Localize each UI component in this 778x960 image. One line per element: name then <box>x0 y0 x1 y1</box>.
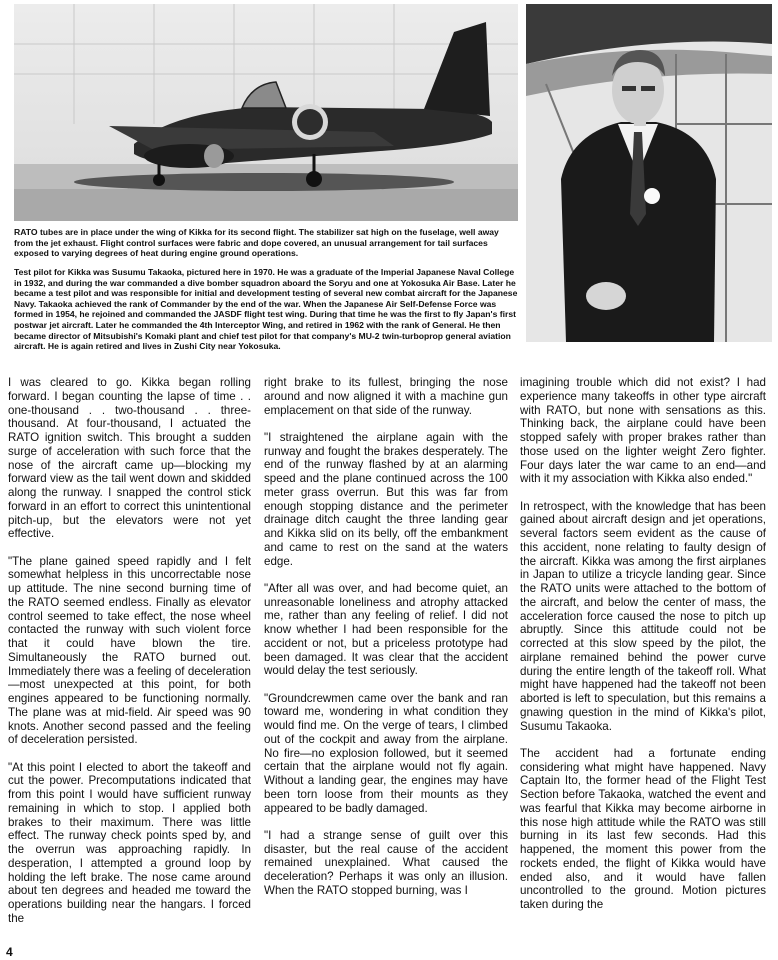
text-column-3 <box>520 376 766 925</box>
page-number: 4 <box>6 945 13 959</box>
pilot-caption: Test pilot for Kikka was Susumu Takaoka, pictured here in 1970. He was a graduate of the Imperial Japanese Naval College in 1932, and during the war commanded a dive bomber squadron aboard the Soryu and one at Yokosuka Air Base. Later he became a test pilot and was responsible for initial and development testing of several new combat aircraft for the Japanese Navy. Takaoka achieved the rank of Commander by the end of the war. When the Japanese Air Self-Defense Force was formed in 1954, he rejoined and commanded the JASDF flight test wing. During that time he was the first to fly Japan's first postwar jet aircraft. Later he commanded the 4th Interceptor Wing, and retired in 1962 with the rank of General. He then became director of Mitsubishi's Komaki plant and chief test pilot for that company's MU-2 twin-turboprop general aviation aircraft. He is again retired and lives in Zushi City near Yokosuka. <box>14 267 518 352</box>
paragraph: "Groundcrewmen came over the bank and ran toward me, wondering in what condition they would find me. On the verge of tears, I climbed out of the cockpit and away from the airplane. No fire—no explosion followed, but it seemed certain that the airplane would not fly again. Without a landing gear, the engines may have been torn loose from their mounts as they appeared to be badly damaged. <box>264 691 508 815</box>
paragraph: "I straightened the airplane again with the runway and fought the brakes desperately. The end of the runway flashed by at an alarming speed and the plane continued across the 100 meter grass overrun. But this was far from enough stopping distance and the perimeter drainage ditch caught the three landing gear and Kikka slid on its belly, off the embankment and came to rest on the sand at the waters edge. <box>264 430 508 568</box>
text-column-2 <box>264 376 508 911</box>
paragraph: "The plane gained speed rapidly and I felt somewhat helpless in this uncorrectable nose up attitude. The nine second burning time of the RATO seemed endless. Finally as elevator control seemed to take effect, the nose wheel contacted the runway with such violent force that it could have blown the tire. Simultaneously the RATO burned out. Immediately there was a feeling of deceleration—most unexpected at this point, for both engines appeared to be functioning normally. The plane was at mid-field. Air speed was 90 knots. Another second passed and the feeling of deceleration persisted. <box>8 554 251 747</box>
takaoka-portrait-photo <box>526 4 772 342</box>
kikka-aircraft-photo <box>14 4 518 221</box>
paragraph: In retrospect, with the knowledge that has been gained about aircraft design and jet operations, several factors seem evident as the cause of this accident, none relating to faulty design of the aircraft. Kikka was among the first airplanes in Japan to utilize a tricycle landing gear. Since the RATO units were attached to the bottom of the aircraft, and below the center of mass, the acceleration force caused the nose to pitch up abruptly. Since this attitude could not be corrected at this slow speed by the pilot, the airplane remained behind the power curve during the entire length of the takeoff roll. What might have happened had the takeoff not been aborted is left to speculation, but this remains a gnawing question in the mind of Kikka's pilot, Susumu Takaoka. <box>520 499 766 733</box>
kikka-aircraft-icon <box>14 4 518 221</box>
text-column-1 <box>8 376 251 939</box>
paragraph: "At this point I elected to abort the takeoff and cut the power. Precomputations indicated that from this point I would have sufficient runway remaining in which to stop. I applied both brakes to their maximum. There was little effect. The runway check points sped by, and the overrun was approaching rapidly. In desperation, I attempted a ground loop by holding the left brake. The nose came around about ten degrees and headed me toward the operations building near the hangars. I forced the <box>8 760 251 925</box>
paragraph: imagining trouble which did not exist? I had experience many takeoffs in other type aircraft with RATO, but none with sensations as this. Thinking back, the airplane could have been stopped safely with proper brakes rather than those used on the lighter weight Zero fighter. Four days later the war came to an end—and with it my association with Kikka also ended." <box>520 376 766 486</box>
paragraph: I was cleared to go. Kikka began rolling forward. I began counting the lapse of time . . one-thousand . . two-thousand . . three-thousand. At four-thousand, I actuated the RATO ignition switch. This brought a sudden surge of acceleration with such force that the nose of the aircraft came up—blocking my forward view as the tail went down and skidded along the runway. I snapped the control stick forward in an effort to correct this unintentional pitch-up, but the elevators were not yet effective. <box>8 376 251 541</box>
paragraph: right brake to its fullest, bringing the nose around and now aligned it with a machine gun emplacement on that side of the runway. <box>264 376 508 417</box>
paragraph: "After all was over, and had become quiet, an unreasonable loneliness and atrophy attacked me, rather than any feeling of relief. I did not know whether I had been responsible for the accident or not, but a priceless prototype had been damaged. It was clear that the accident would delay the test seriously. <box>264 581 508 678</box>
paragraph: The accident had a fortunate ending considering what might have happened. Navy Captain Ito, the former head of the Flight Test Section before Takaoka, watched the event and was fearful that Kikka may become airborne in this nose high attitude while the RATO was still burning in its last few seconds. Had this happened, the moment this power from the rockets ended, the flight of Kikka would have ended also, and it would have fallen uncontrolled to the ground. Motion pictures taken during the <box>520 746 766 911</box>
takaoka-portrait-icon <box>526 4 772 342</box>
paragraph: "I had a strange sense of guilt over this disaster, but the real cause of the accident remained unexplained. What caused the deceleration? Perhaps it was only an illusion. When the RATO stopped burning, was I <box>264 828 508 897</box>
plane-photo-caption: RATO tubes are in place under the wing of Kikka for its second flight. The stabilizer sat high on the fuselage, well away from the jet exhaust. Flight control surfaces were fabric and dope covered, an unusual arrangement for tail surfaces exposed to varying degrees of heat during engine ground operations. <box>14 227 499 259</box>
